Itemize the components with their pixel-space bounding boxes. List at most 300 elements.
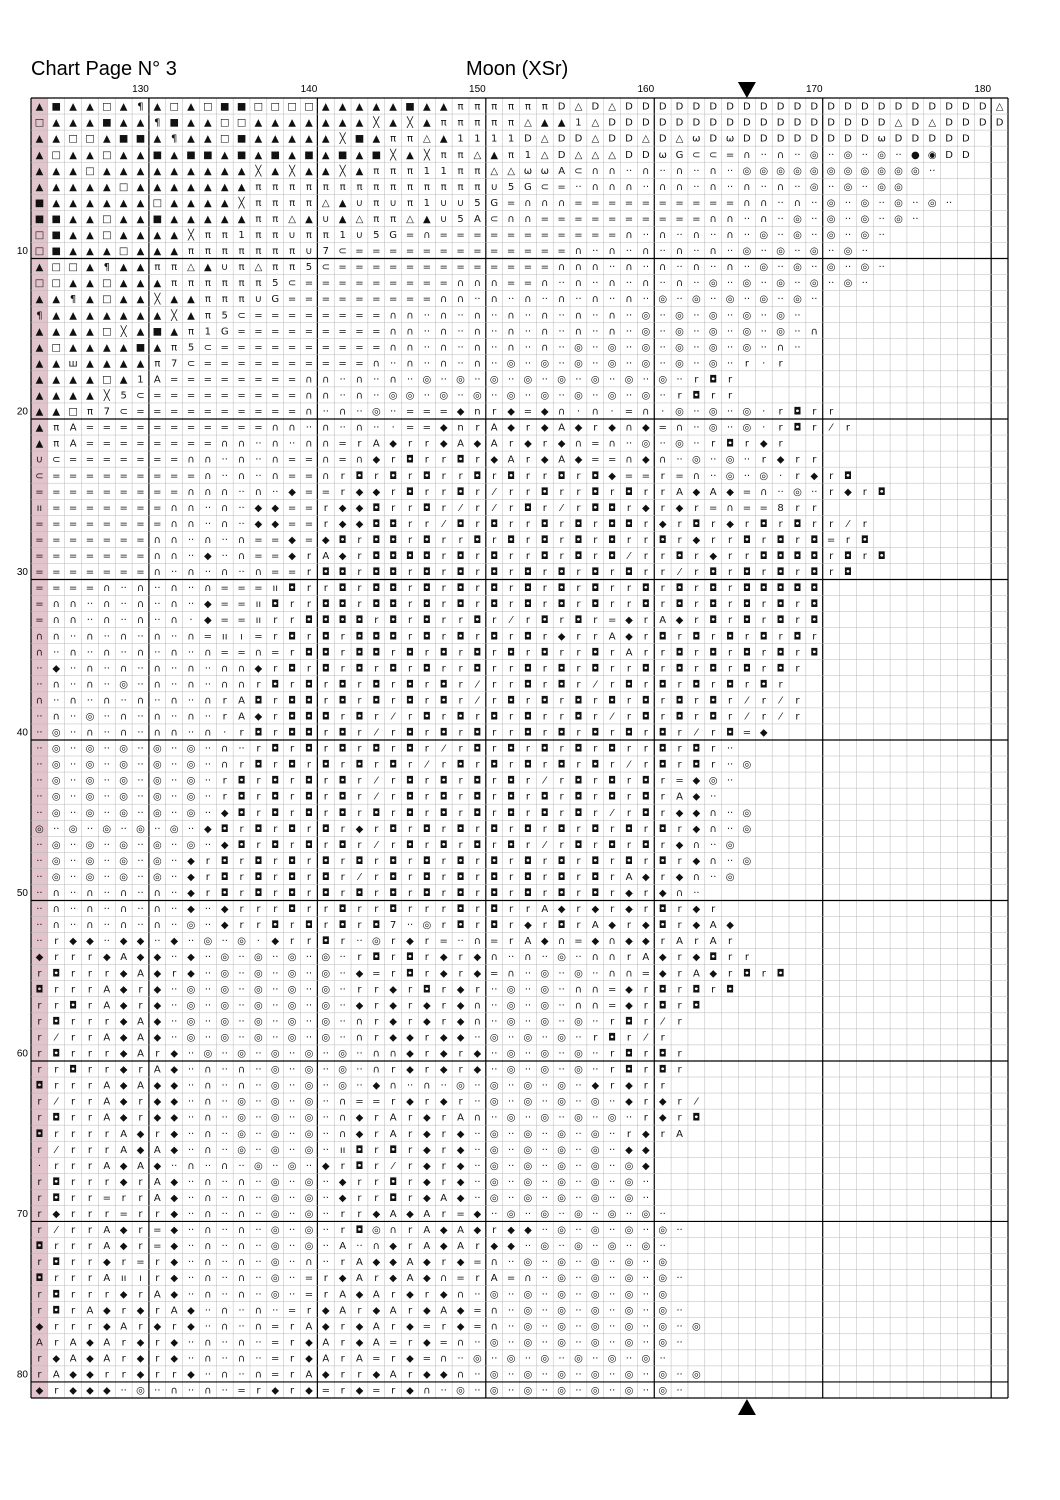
stitch-symbol: = bbox=[338, 294, 347, 306]
stitch-symbol: ◆ bbox=[456, 1257, 465, 1269]
stitch-symbol: r bbox=[727, 534, 733, 546]
stitch-symbol: ·· bbox=[491, 1353, 498, 1365]
stitch-symbol: r bbox=[441, 1321, 446, 1333]
stitch-symbol: ◎ bbox=[641, 1209, 651, 1221]
stitch-symbol: = bbox=[405, 294, 415, 306]
stitch-symbol: r bbox=[340, 871, 345, 883]
stitch-symbol: ∩ bbox=[591, 165, 599, 177]
stitch-symbol: r bbox=[660, 583, 665, 595]
stitch-symbol: ∩ bbox=[776, 181, 785, 193]
stitch-symbol: ⁄ bbox=[476, 679, 479, 691]
stitch-symbol: ∪ bbox=[322, 213, 330, 225]
stitch-symbol: ∩ bbox=[507, 310, 515, 322]
stitch-symbol: = bbox=[405, 262, 415, 274]
stitch-symbol: ·· bbox=[204, 1016, 212, 1028]
stitch-symbol: r bbox=[643, 759, 648, 771]
stitch-symbol: = bbox=[338, 262, 347, 274]
stitch-symbol: ◘ bbox=[726, 727, 735, 739]
stitch-symbol: ◘ bbox=[810, 599, 819, 611]
stitch-symbol: ◎ bbox=[270, 1128, 280, 1140]
stitch-symbol: ◘ bbox=[507, 470, 516, 482]
stitch-symbol: ∩ bbox=[456, 278, 465, 290]
stitch-symbol: ∩ bbox=[271, 470, 279, 482]
stitch-symbol: ∩ bbox=[204, 1064, 212, 1076]
stitch-symbol: r bbox=[273, 823, 278, 835]
stitch-symbol: ·· bbox=[204, 1321, 212, 1333]
stitch-symbol: ◘ bbox=[456, 904, 465, 916]
stitch-symbol: r bbox=[340, 470, 345, 482]
stitch-symbol: r bbox=[525, 615, 530, 627]
stitch-symbol: A bbox=[389, 1112, 397, 1124]
stitch-symbol: ◘ bbox=[422, 663, 431, 675]
stitch-symbol: ·· bbox=[474, 1337, 481, 1349]
stitch-symbol: r bbox=[643, 888, 648, 900]
stitch-symbol: = bbox=[237, 583, 246, 595]
stitch-symbol: ·· bbox=[592, 278, 599, 290]
stitch-symbol: ▲ bbox=[187, 310, 195, 322]
stitch-symbol: π bbox=[255, 246, 262, 258]
stitch-symbol: ◆ bbox=[170, 1241, 179, 1253]
stitch-symbol: r bbox=[542, 567, 547, 579]
stitch-symbol: ◘ bbox=[422, 631, 431, 643]
stitch-symbol: r bbox=[593, 791, 598, 803]
stitch-symbol: ◘ bbox=[439, 807, 448, 819]
stitch-symbol: r bbox=[37, 1209, 42, 1221]
stitch-symbol: r bbox=[593, 551, 598, 563]
stitch-symbol: A bbox=[120, 1321, 128, 1333]
stitch-symbol: ◘ bbox=[52, 968, 61, 980]
stitch-symbol: ◘ bbox=[557, 599, 566, 611]
stitch-symbol: ⊂ bbox=[287, 278, 297, 290]
stitch-symbol: 5 bbox=[272, 278, 279, 290]
stitch-symbol: D bbox=[844, 133, 852, 145]
stitch-symbol: ◆ bbox=[625, 1080, 633, 1092]
stitch-symbol: π bbox=[204, 278, 211, 290]
stitch-symbol: r bbox=[391, 502, 396, 514]
stitch-symbol: ·· bbox=[558, 326, 565, 338]
stitch-symbol: ⁄ bbox=[543, 839, 546, 851]
stitch-symbol: r bbox=[812, 631, 817, 643]
stitch-symbol: ▲ bbox=[136, 181, 145, 193]
stitch-symbol: r bbox=[559, 486, 564, 498]
stitch-symbol: r bbox=[273, 904, 278, 916]
stitch-symbol: r bbox=[660, 1032, 665, 1044]
stitch-symbol: ·· bbox=[558, 1000, 565, 1012]
stitch-symbol: ·· bbox=[440, 374, 447, 386]
stitch-symbol: ∩ bbox=[187, 663, 195, 675]
stitch-symbol: ∪ bbox=[440, 213, 448, 225]
stitch-symbol: ◆ bbox=[759, 727, 768, 739]
stitch-symbol: r bbox=[37, 1225, 42, 1237]
stitch-symbol: ·· bbox=[137, 791, 144, 803]
stitch-symbol: r bbox=[357, 920, 362, 932]
stitch-symbol: ∩ bbox=[675, 422, 684, 434]
stitch-symbol: ·· bbox=[288, 1209, 296, 1221]
stitch-symbol: r bbox=[340, 631, 345, 643]
stitch-symbol: ◆ bbox=[726, 920, 734, 932]
stitch-symbol: ◆ bbox=[423, 1176, 431, 1188]
stitch-symbol: ◎ bbox=[590, 1369, 600, 1381]
stitch-symbol: ◘ bbox=[523, 888, 532, 900]
stitch-symbol: r bbox=[610, 486, 615, 498]
stitch-symbol: ∩ bbox=[103, 583, 111, 595]
stitch-symbol: ◎ bbox=[793, 230, 802, 242]
stitch-symbol: r bbox=[542, 502, 547, 514]
stitch-symbol: ◘ bbox=[406, 968, 414, 980]
stitch-symbol: r bbox=[340, 1369, 345, 1381]
stitch-symbol: ◆ bbox=[372, 1257, 381, 1269]
stitch-symbol: ◘ bbox=[675, 551, 684, 563]
stitch-symbol: ·· bbox=[103, 855, 110, 867]
stitch-symbol: π bbox=[508, 117, 515, 129]
stitch-symbol: ·· bbox=[171, 952, 178, 964]
stitch-symbol: ◎ bbox=[624, 1273, 634, 1285]
stitch-symbol: ·· bbox=[726, 310, 734, 322]
stitch-symbol: ·· bbox=[710, 470, 717, 482]
stitch-symbol: ◎ bbox=[388, 390, 398, 402]
stitch-symbol: r bbox=[239, 871, 244, 883]
stitch-symbol: r bbox=[643, 1080, 648, 1092]
stitch-symbol: ∩ bbox=[204, 1176, 212, 1188]
stitch-symbol: ◎ bbox=[910, 165, 920, 177]
stitch-symbol: ∩ bbox=[204, 1257, 212, 1269]
stitch-symbol: r bbox=[306, 904, 312, 916]
stitch-symbol: ◎ bbox=[557, 1337, 566, 1349]
stitch-symbol: A bbox=[372, 1337, 380, 1349]
stitch-symbol: r bbox=[37, 1144, 42, 1156]
stitch-symbol: ◆ bbox=[136, 1337, 145, 1349]
stitch-symbol: ·· bbox=[592, 390, 599, 402]
stitch-symbol: ◘ bbox=[490, 904, 499, 916]
stitch-symbol: ·· bbox=[642, 1225, 650, 1237]
stitch-symbol: r bbox=[677, 390, 682, 402]
stitch-symbol: ◘ bbox=[759, 631, 768, 643]
stitch-symbol: ·· bbox=[255, 1192, 262, 1204]
stitch-symbol: ·· bbox=[608, 374, 616, 386]
stitch-symbol: ·· bbox=[541, 1128, 548, 1140]
stitch-symbol: ◎ bbox=[624, 1225, 634, 1237]
stitch-symbol: ◆ bbox=[439, 1241, 448, 1253]
stitch-symbol: r bbox=[407, 583, 413, 595]
stitch-symbol: ◎ bbox=[51, 839, 61, 851]
stitch-symbol: ıı bbox=[272, 583, 279, 595]
stitch-symbol: ◎ bbox=[658, 1305, 668, 1317]
stitch-symbol: ◎ bbox=[237, 1096, 246, 1108]
stitch-symbol: = bbox=[506, 246, 516, 258]
stitch-symbol: r bbox=[340, 1209, 345, 1221]
stitch-symbol: ◆ bbox=[187, 1305, 195, 1317]
stitch-symbol: ▲ bbox=[86, 390, 94, 402]
stitch-symbol: r bbox=[104, 968, 109, 980]
stitch-symbol: ∩ bbox=[490, 1257, 498, 1269]
stitch-symbol: ◆ bbox=[406, 1096, 414, 1108]
stitch-symbol: ∩ bbox=[204, 1385, 212, 1397]
stitch-symbol: ·· bbox=[558, 310, 565, 322]
stitch-symbol: ·· bbox=[255, 1209, 262, 1221]
stitch-symbol: D bbox=[709, 117, 718, 129]
stitch-symbol: ∩ bbox=[221, 759, 229, 771]
stitch-symbol: ▲ bbox=[119, 262, 128, 274]
stitch-symbol: r bbox=[239, 904, 244, 916]
stitch-symbol: = bbox=[439, 1337, 448, 1349]
stitch-symbol: ◎ bbox=[119, 679, 129, 691]
stitch-symbol: = bbox=[119, 534, 128, 546]
stitch-symbol: ▲ bbox=[153, 133, 162, 145]
stitch-symbol: ◘ bbox=[540, 695, 549, 707]
stitch-symbol: ∩ bbox=[288, 422, 296, 434]
stitch-symbol: ∪ bbox=[288, 230, 296, 242]
stitch-symbol: ◘ bbox=[608, 775, 617, 787]
stitch-symbol: ∩ bbox=[204, 534, 212, 546]
stitch-symbol: ◘ bbox=[321, 631, 330, 643]
stitch-symbol: ∩ bbox=[406, 358, 414, 370]
stitch-symbol: ·· bbox=[676, 1305, 683, 1317]
stitch-symbol: ◘ bbox=[372, 502, 381, 514]
stitch-symbol: r bbox=[509, 583, 514, 595]
stitch-symbol: ·· bbox=[844, 197, 852, 209]
stitch-symbol: ◎ bbox=[742, 823, 752, 835]
stitch-symbol: D bbox=[860, 101, 869, 113]
stitch-symbol: r bbox=[525, 551, 530, 563]
stitch-symbol: ·· bbox=[171, 743, 178, 755]
stitch-symbol: ◘ bbox=[658, 1048, 667, 1060]
stitch-symbol: ·· bbox=[137, 743, 144, 755]
stitch-symbol: ·· bbox=[255, 454, 262, 466]
stitch-symbol: ∩ bbox=[642, 278, 650, 290]
stitch-symbol: ◘ bbox=[321, 888, 330, 900]
stitch-symbol: r bbox=[391, 952, 396, 964]
stitch-symbol: r bbox=[559, 807, 564, 819]
stitch-symbol: ·· bbox=[491, 1112, 498, 1124]
stitch-symbol: ∩ bbox=[709, 165, 717, 177]
stitch-symbol: □ bbox=[219, 133, 230, 145]
stitch-symbol: ·· bbox=[373, 390, 380, 402]
stitch-symbol: ◎ bbox=[254, 1016, 263, 1028]
stitch-symbol: ∪ bbox=[355, 197, 364, 209]
stitch-symbol: ·· bbox=[187, 1112, 195, 1124]
stitch-symbol: D bbox=[877, 101, 886, 113]
stitch-symbol: 7 bbox=[103, 406, 110, 418]
stitch-symbol: ·· bbox=[760, 342, 767, 354]
stitch-symbol: ◆ bbox=[338, 551, 347, 563]
stitch-symbol: ▲ bbox=[372, 101, 381, 113]
stitch-symbol: ◆ bbox=[473, 952, 482, 964]
stitch-symbol: ∩ bbox=[776, 342, 785, 354]
stitch-symbol: ▲ bbox=[136, 117, 145, 129]
stitch-symbol: r bbox=[256, 679, 261, 691]
stitch-symbol: ◆ bbox=[641, 920, 650, 932]
stitch-symbol: = bbox=[220, 583, 229, 595]
stitch-symbol: ·· bbox=[339, 422, 346, 434]
stitch-symbol: ·· bbox=[726, 422, 734, 434]
stitch-symbol: = bbox=[355, 326, 364, 338]
stitch-symbol: ◘ bbox=[389, 1192, 398, 1204]
stitch-symbol: ·· bbox=[710, 230, 717, 242]
stitch-symbol: = bbox=[169, 470, 179, 482]
stitch-symbol: ◘ bbox=[456, 567, 465, 579]
stitch-symbol: ·· bbox=[726, 181, 734, 193]
stitch-symbol: ◎ bbox=[51, 775, 61, 787]
stitch-symbol: A bbox=[69, 438, 77, 450]
stitch-symbol: ·· bbox=[457, 1353, 464, 1365]
stitch-symbol: ω bbox=[658, 149, 667, 161]
stitch-symbol: A bbox=[153, 1192, 161, 1204]
stitch-symbol: D bbox=[827, 117, 835, 129]
stitch-symbol: ◆ bbox=[355, 486, 364, 498]
stitch-symbol: r bbox=[54, 984, 59, 996]
stitch-symbol: ⁄ bbox=[358, 871, 361, 883]
stitch-symbol: r bbox=[441, 888, 446, 900]
stitch-symbol: ◆ bbox=[153, 968, 162, 980]
stitch-symbol: r bbox=[711, 727, 716, 739]
stitch-symbol: ·· bbox=[592, 1241, 599, 1253]
stitch-symbol: ·· bbox=[69, 727, 77, 739]
stitch-symbol: △ bbox=[473, 149, 482, 161]
stitch-symbol: r bbox=[475, 759, 480, 771]
stitch-symbol: = bbox=[540, 230, 549, 242]
stitch-symbol: ◘ bbox=[338, 904, 347, 916]
stitch-symbol: ◎ bbox=[203, 936, 213, 948]
stitch-symbol: □ bbox=[253, 101, 264, 113]
stitch-symbol: r bbox=[610, 759, 615, 771]
stitch-symbol: ◆ bbox=[136, 952, 145, 964]
stitch-symbol: ◎ bbox=[119, 743, 129, 755]
stitch-symbol: ·· bbox=[154, 647, 161, 659]
stitch-symbol: ■ bbox=[169, 117, 179, 129]
stitch-symbol: ◆ bbox=[119, 1096, 128, 1108]
stitch-symbol: ·· bbox=[69, 871, 77, 883]
stitch-symbol: r bbox=[643, 1064, 648, 1076]
stitch-symbol: = bbox=[506, 197, 516, 209]
stitch-symbol: ∩ bbox=[591, 181, 599, 193]
stitch-symbol: ·· bbox=[811, 262, 818, 274]
stitch-symbol: ·· bbox=[625, 1353, 633, 1365]
stitch-symbol: r bbox=[744, 952, 749, 964]
stitch-symbol: ⁄ bbox=[695, 727, 698, 739]
stitch-symbol: ▲ bbox=[119, 197, 128, 209]
stitch-symbol: ▲ bbox=[136, 262, 145, 274]
stitch-symbol: ▲ bbox=[305, 165, 313, 177]
stitch-symbol: ·· bbox=[171, 791, 178, 803]
stitch-symbol: r bbox=[694, 663, 699, 675]
stitch-symbol: ◎ bbox=[523, 1321, 533, 1333]
stitch-symbol: r bbox=[138, 1209, 143, 1221]
stitch-symbol: ∩ bbox=[221, 486, 229, 498]
stitch-symbol: = bbox=[725, 149, 735, 161]
stitch-symbol: ⁄ bbox=[493, 502, 496, 514]
stitch-symbol: ·· bbox=[423, 358, 431, 370]
stitch-symbol: r bbox=[509, 871, 514, 883]
stitch-symbol: 7 bbox=[389, 920, 397, 932]
stitch-symbol: □ bbox=[34, 278, 45, 290]
stitch-symbol: ·· bbox=[339, 1032, 346, 1044]
stitch-symbol: A bbox=[389, 1209, 397, 1221]
stitch-symbol: ◎ bbox=[287, 968, 297, 980]
stitch-symbol: ◆ bbox=[389, 984, 398, 996]
stitch-symbol: = bbox=[355, 246, 364, 258]
stitch-symbol: ◘ bbox=[220, 888, 229, 900]
stitch-symbol: = bbox=[523, 262, 533, 274]
stitch-symbol: r bbox=[660, 647, 665, 659]
stitch-symbol: ◆ bbox=[625, 936, 633, 948]
stitch-symbol: ·· bbox=[187, 1209, 195, 1221]
stitch-symbol: ▲ bbox=[237, 213, 246, 225]
stitch-symbol: ◘ bbox=[507, 839, 516, 851]
stitch-symbol: r bbox=[660, 711, 665, 723]
stitch-symbol: ·· bbox=[238, 1000, 245, 1012]
stitch-symbol: r bbox=[492, 470, 497, 482]
stitch-symbol: = bbox=[271, 358, 280, 370]
stitch-symbol: A bbox=[103, 1337, 111, 1349]
stitch-symbol: ◎ bbox=[51, 791, 61, 803]
stitch-symbol: ◎ bbox=[675, 358, 684, 370]
stitch-symbol: = bbox=[422, 246, 432, 258]
stitch-symbol: A bbox=[69, 422, 77, 434]
stitch-symbol: ◘ bbox=[338, 583, 347, 595]
stitch-symbol: ◘ bbox=[52, 1257, 61, 1269]
stitch-symbol: r bbox=[391, 454, 396, 466]
stitch-symbol: r bbox=[121, 1192, 126, 1204]
stitch-symbol: ·· bbox=[575, 1337, 582, 1349]
stitch-symbol: ◆ bbox=[338, 518, 347, 530]
stitch-symbol: D bbox=[962, 133, 970, 145]
stitch-symbol: ·· bbox=[507, 1192, 515, 1204]
stitch-symbol: ◎ bbox=[270, 1144, 280, 1156]
stitch-symbol: ▲ bbox=[288, 149, 296, 161]
stitch-symbol: r bbox=[138, 1321, 143, 1333]
stitch-symbol: ·· bbox=[491, 984, 498, 996]
stitch-symbol: r bbox=[643, 855, 648, 867]
stitch-symbol: ∪ bbox=[305, 246, 313, 258]
stitch-symbol: ·· bbox=[238, 1321, 245, 1333]
stitch-symbol: A bbox=[103, 1032, 111, 1044]
stitch-symbol: ·· bbox=[187, 1337, 195, 1349]
stitch-symbol: ◆ bbox=[86, 1353, 94, 1365]
stitch-symbol: ◎ bbox=[641, 326, 651, 338]
stitch-symbol: = bbox=[388, 278, 398, 290]
stitch-symbol: ▲ bbox=[187, 181, 195, 193]
stitch-symbol: G bbox=[675, 149, 684, 161]
stitch-symbol: ◆ bbox=[254, 663, 263, 675]
stitch-symbol: r bbox=[222, 695, 227, 707]
stitch-symbol: r bbox=[323, 502, 328, 514]
stitch-symbol: ·· bbox=[676, 454, 683, 466]
stitch-symbol: r bbox=[711, 631, 716, 643]
stitch-symbol: ·· bbox=[541, 1289, 548, 1301]
stitch-symbol: ▲ bbox=[170, 230, 179, 242]
stitch-symbol: r bbox=[525, 695, 530, 707]
stitch-symbol: ·· bbox=[103, 791, 110, 803]
stitch-symbol: r bbox=[104, 1369, 109, 1381]
stitch-symbol: = bbox=[220, 406, 229, 418]
stitch-symbol: = bbox=[388, 1337, 398, 1349]
stitch-symbol: A bbox=[507, 454, 515, 466]
stitch-symbol: r bbox=[593, 695, 598, 707]
stitch-symbol: = bbox=[422, 262, 432, 274]
stitch-symbol: ◎ bbox=[590, 1192, 600, 1204]
stitch-symbol: ╳ bbox=[373, 117, 380, 129]
stitch-symbol: ◆ bbox=[102, 1305, 111, 1317]
row-number: 20 bbox=[16, 406, 28, 418]
stitch-symbol: G bbox=[271, 294, 280, 306]
stitch-symbol: ·· bbox=[507, 1337, 515, 1349]
stitch-symbol: ◘ bbox=[776, 663, 785, 675]
stitch-symbol: ◆ bbox=[321, 1305, 330, 1317]
stitch-symbol: r bbox=[441, 663, 446, 675]
stitch-symbol: ⁄ bbox=[594, 679, 597, 691]
stitch-symbol: A bbox=[423, 1241, 431, 1253]
stitch-symbol: ◎ bbox=[270, 1289, 280, 1301]
